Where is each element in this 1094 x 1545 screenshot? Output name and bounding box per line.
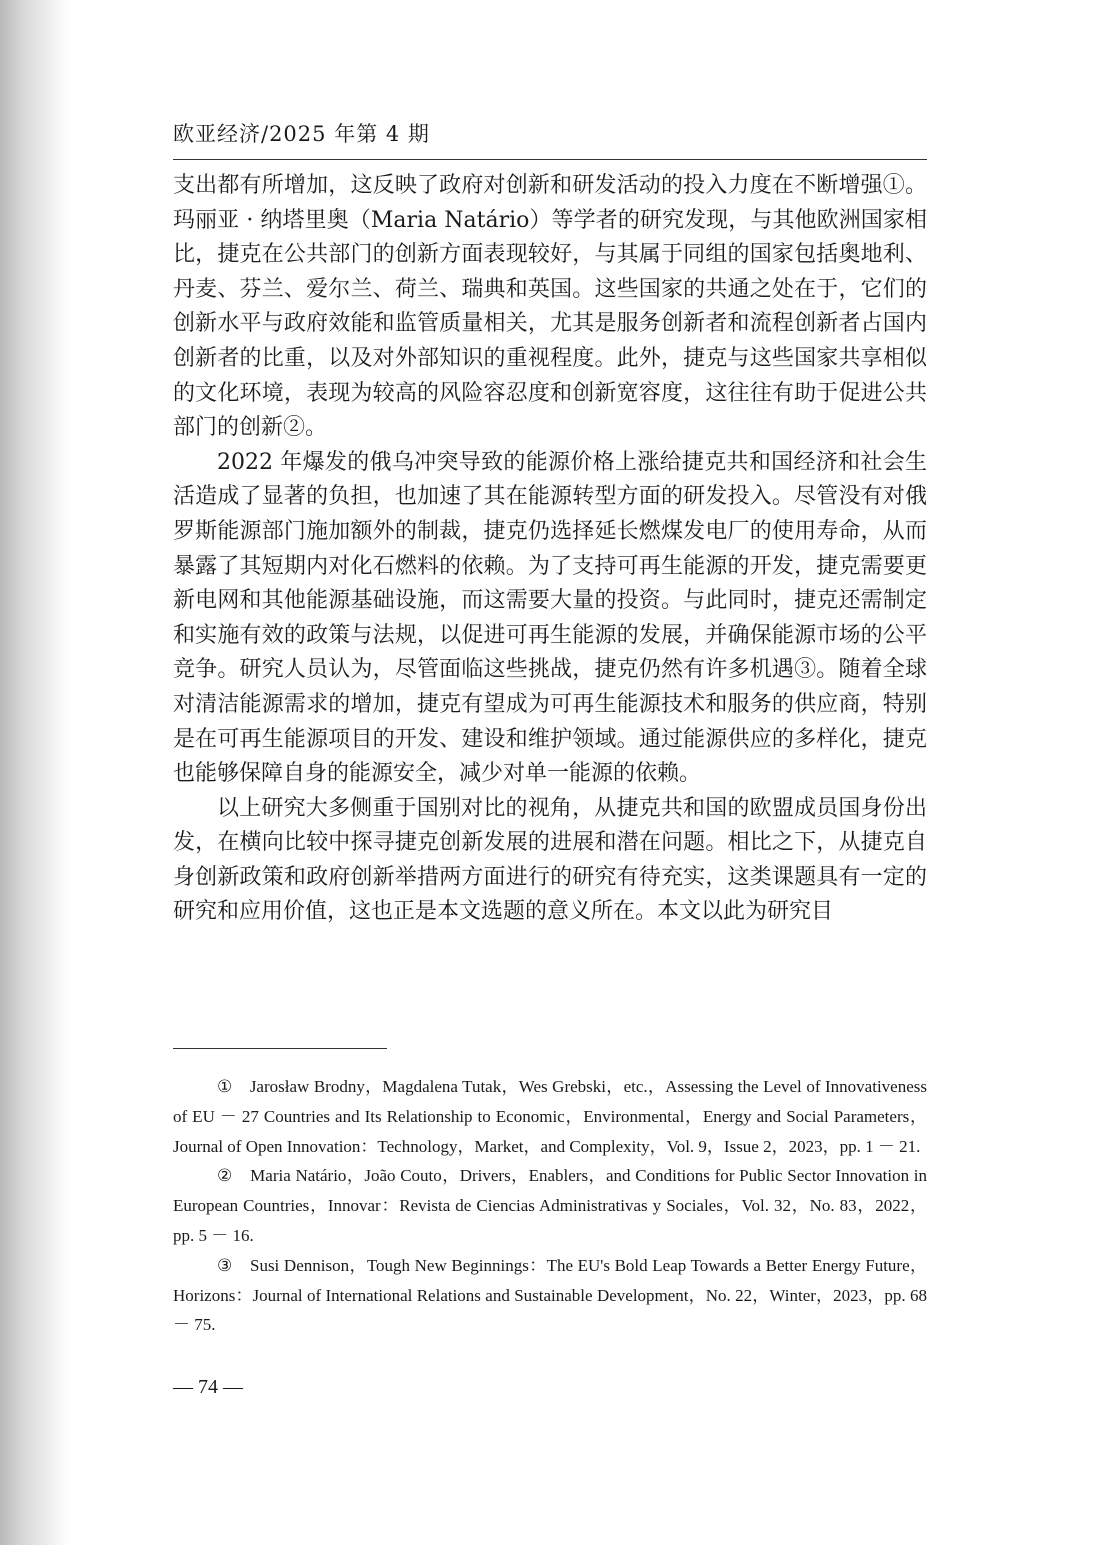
footnotes: [173, 1072, 927, 1340]
paragraph-energy: 2022 年爆发的俄乌冲突导致的能源价格上涨给捷克共和国经济和社会生活造成了显著的负担，也加速了其在能源转型方面的研发投入。尽管没有对俄罗斯能源部门施加额外的制裁，捷克仍选择延长燃煤发电厂的使用寿命，从而暴露了其短期内对化石燃料的依赖。为了支持可再生能源的开发，捷克需要更新电网和其他能源基础设施，而这需要大量的投资。与此同时，捷克还需制定和实施有效的政策与法规，以促进可再生能源的发展，并确保能源市场的公平竞争。研究人员认为，尽管面临这些挑战，捷克仍然有许多机遇③。随着全球对清洁能源需求的增加，捷克有望成为可再生能源技术和服务的供应商，特别是在可再生能源项目的开发、建设和维护领域。通过能源供应的多样化，捷克也能够保障自身的能源安全，减少对单一能源的依赖。: [173, 449, 927, 787]
footnote-2: ② Maria Natário，João Couto，Drivers，Enablers，and Conditions for Public Sector Innovation in European Countries，Innovar：Revista de Ciencias Administrativas y Sociales，Vol. 32，No. 83，2022，pp. 5 － 16.: [173, 1166, 927, 1245]
page-number: — 74 —: [173, 1376, 243, 1398]
paragraph-research-summary: 以上研究大多侧重于国别对比的视角，从捷克共和国的欧盟成员国身份出发，在横向比较中探寻捷克创新发展的进展和潜在问题。相比之下，从捷克自身创新政策和政府创新举措两方面进行的研究有待充实，这类课题具有一定的研究和应用价值，这也正是本文选题的意义所在。本文以此为研究目: [173, 795, 927, 925]
page-edge-shadow: [0, 0, 70, 1545]
paragraph-continued: 支出都有所增加，这反映了政府对创新和研发活动的投入力度在不断增强①。玛丽亚 · 纳塔里奥（Maria Natário）等学者的研究发现，与其他欧洲国家相比，捷克在公共部门的创新方面表现较好，与其属于同组的国家包括奥地利、丹麦、芬兰、爱尔兰、荷兰、瑞典和英国。这些国家的共通之处在于，它们的创新水平与政府效能和监管质量相关，尤其是服务创新者和流程创新者占国内创新者的比重，以及对外部知识的重视程度。此外，捷克与这些国家共享相似的文化环境，表现为较高的风险容忍度和创新宽容度，这往往有助于促进公共部门的创新②。: [173, 173, 927, 441]
body-text: [173, 169, 927, 930]
running-header: 欧亚经济/2025 年第 4 期: [173, 118, 927, 160]
footnote-3: ③ Susi Dennison，Tough New Beginnings：The EU's Bold Leap Towards a Better Energy Future，Horizons：Journal of International Relations and Sustainable Development，No. 22，Winter，2023，pp. 68 － 75.: [173, 1255, 927, 1335]
footnote-divider: [173, 1048, 387, 1049]
footnote-1: ① Jarosław Brodny，Magdalena Tutak，Wes Grebski，etc.，Assessing the Level of Innovativeness of EU － 27 Countries and Its Relationship to Economic，Environmental，Energy and Social Parameters，Journal of Open Innovation：Technology，Market，and Complexity，Vol. 9，Issue 2，2023，pp. 1 － 21.: [173, 1077, 927, 1156]
